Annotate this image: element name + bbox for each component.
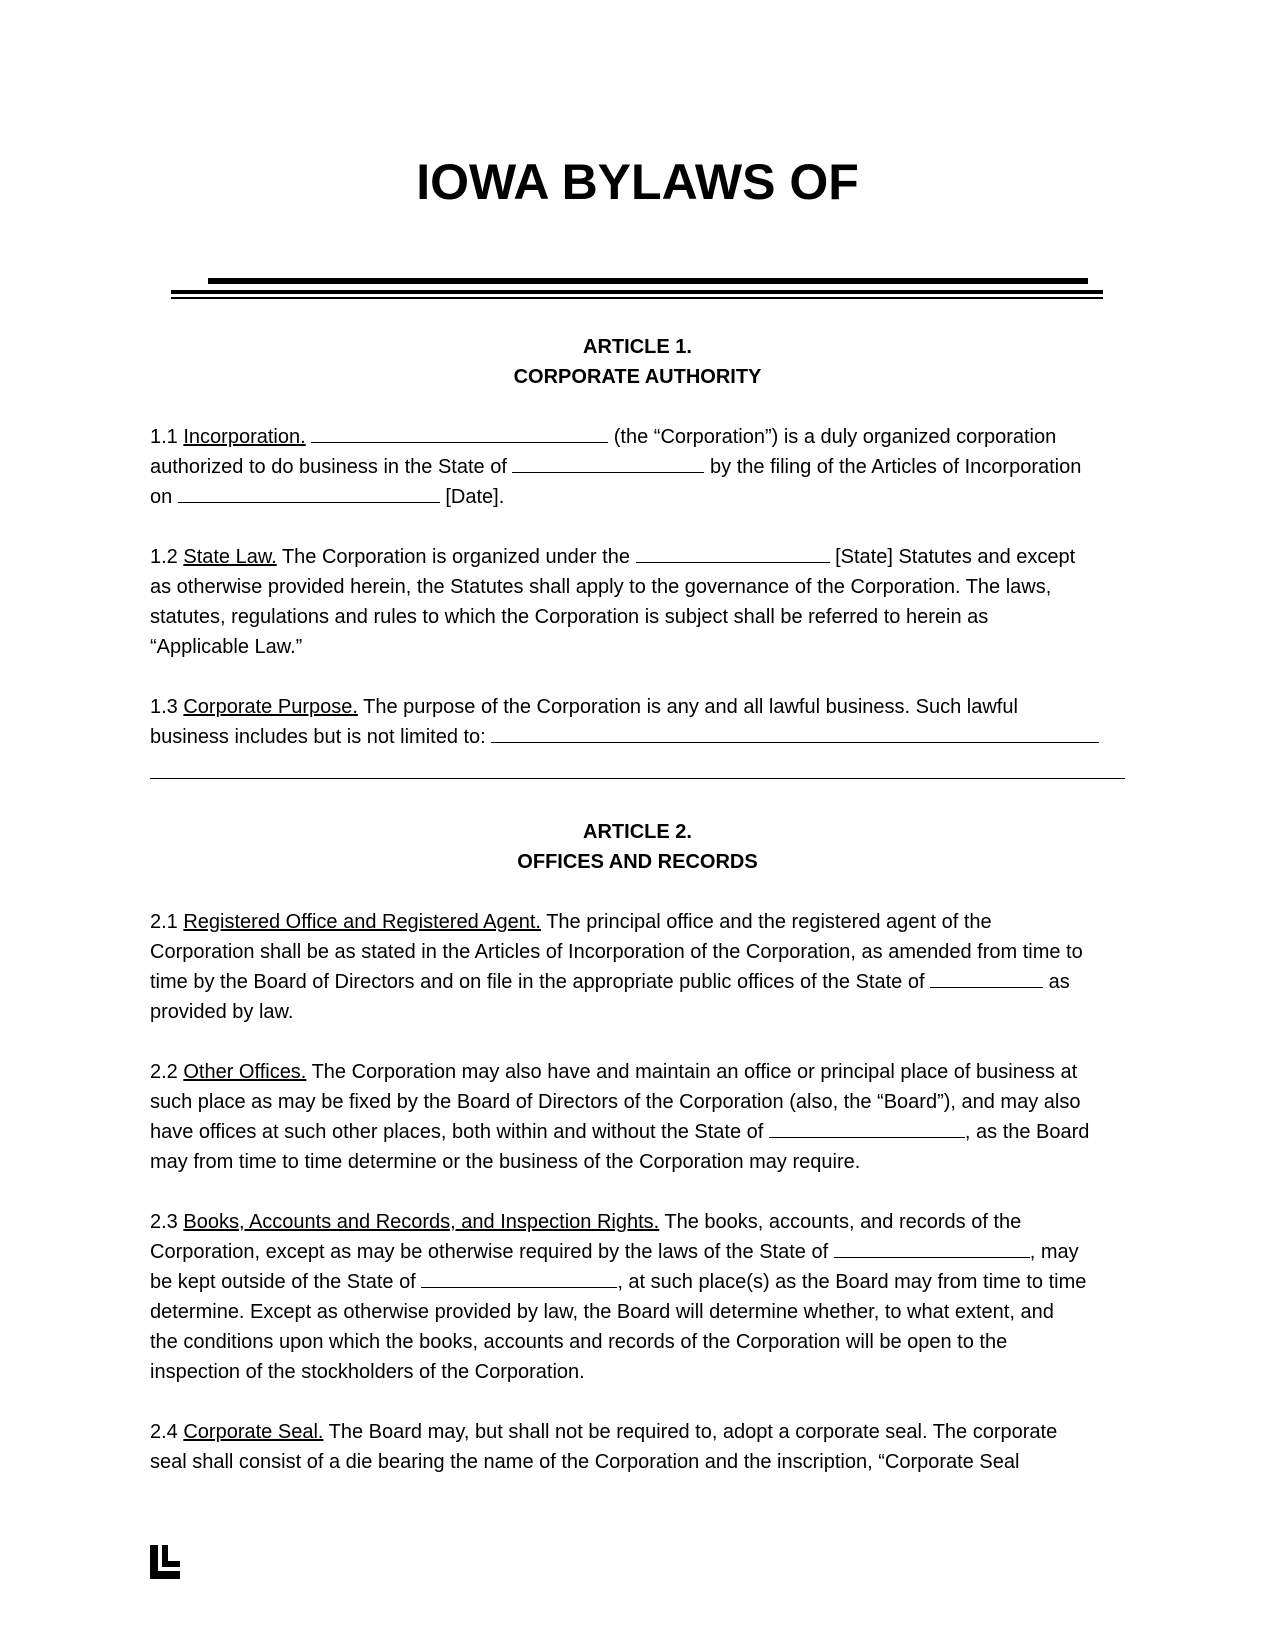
section-heading: Corporate Seal. <box>183 1421 324 1443</box>
date-field[interactable] <box>178 482 440 503</box>
section-text: , at such place(s) as the Board may from time to time <box>617 1271 1087 1293</box>
section-heading: Incorporation. <box>183 426 306 448</box>
section-text: authorized to do business in the State of <box>150 456 513 478</box>
section-heading: Other Offices. <box>183 1061 307 1083</box>
section-text: have offices at such other places, both within and without the State of <box>150 1121 769 1143</box>
section-text: The Corporation is organized under the <box>276 546 636 568</box>
section-text: The purpose of the Corporation is any and all lawful business. Such lawful <box>357 696 1018 718</box>
article-1-number: ARTICLE 1. <box>583 336 692 358</box>
section-text: The principal office and the registered agent of the <box>541 911 992 933</box>
section-text: inspection of the stockholders of the Corporation. <box>150 1361 585 1383</box>
section-text: may from time to time determine or the business of the Corporation may require. <box>150 1151 861 1173</box>
section-text: Corporation, except as may be otherwise required by the laws of the State of <box>150 1241 834 1263</box>
section-text: The Board may, but shall not be required to, adopt a corporate seal. The corporate <box>323 1421 1058 1443</box>
section-text: [Date]. <box>439 486 505 508</box>
section-text: provided by law. <box>150 1001 294 1023</box>
section-1-2 <box>150 542 1125 662</box>
section-text: The Corporation may also have and maintain an office or principal place of business at <box>306 1061 1078 1083</box>
section-text: be kept outside of the State of <box>150 1271 422 1293</box>
section-number: 1.2 <box>150 546 184 568</box>
section-number: 2.2 <box>150 1061 184 1083</box>
section-text: The books, accounts, and records of the <box>659 1211 1022 1233</box>
article-2-title: OFFICES AND RECORDS <box>517 851 758 873</box>
section-2-1 <box>150 907 1125 1027</box>
section-text: as otherwise provided herein, the Statutes shall apply to the governance of the Corporation. The laws, <box>150 576 1052 598</box>
state-field[interactable] <box>512 452 704 473</box>
article-2-number: ARTICLE 2. <box>583 821 692 843</box>
article-1-title: CORPORATE AUTHORITY <box>513 366 762 388</box>
state-statutes-field[interactable] <box>636 542 830 563</box>
section-1-1 <box>150 422 1125 512</box>
section-text: time by the Board of Directors and on file in the appropriate public offices of the State of <box>150 971 931 993</box>
section-text: on <box>150 486 178 508</box>
state-field[interactable] <box>769 1117 965 1138</box>
section-text: business includes but is not limited to: <box>150 726 492 748</box>
section-heading: Books, Accounts and Records, and Inspection Rights. <box>183 1211 660 1233</box>
corporation-name-field[interactable] <box>311 422 608 443</box>
section-text: Corporation shall be as stated in the Articles of Incorporation of the Corporation, as amended from time to <box>150 941 1083 963</box>
section-text: such place as may be fixed by the Board of Directors of the Corporation (also, the “Board”), and may also <box>150 1091 1081 1113</box>
section-number: 1.1 <box>150 426 184 448</box>
section-text: as <box>1043 971 1070 993</box>
business-purpose-field[interactable] <box>491 722 1099 743</box>
section-number: 1.3 <box>150 696 184 718</box>
section-heading: Corporate Purpose. <box>183 696 358 718</box>
section-text: statutes, regulations and rules to which the Corporation is subject shall be referred to herein as <box>150 606 989 628</box>
section-text: (the “Corporation”) is a duly organized corporation <box>608 426 1057 448</box>
document-title: IOWA BYLAWS OF <box>416 154 859 210</box>
section-number: 2.3 <box>150 1211 184 1233</box>
section-text: determine. Except as otherwise provided by law, the Board will determine whether, to what extent, and <box>150 1301 1054 1323</box>
state-field[interactable] <box>930 967 1043 988</box>
section-heading: State Law. <box>183 546 277 568</box>
state-field[interactable] <box>834 1237 1030 1258</box>
document-logo-icon <box>150 1545 180 1579</box>
section-text: , as the Board <box>964 1121 1090 1143</box>
title-rule-thick <box>171 290 1103 294</box>
state-field[interactable] <box>421 1267 617 1288</box>
section-2-4 <box>150 1417 1125 1477</box>
document-body <box>150 332 1125 1477</box>
section-number: 2.4 <box>150 1421 184 1443</box>
title-rule-thin <box>171 297 1103 299</box>
section-text: the conditions upon which the books, accounts and records of the Corporation will be open to the <box>150 1331 1008 1353</box>
section-1-3 <box>150 692 1125 779</box>
section-text: [State] Statutes and except <box>829 546 1076 568</box>
business-purpose-field-line-2[interactable] <box>150 760 1125 779</box>
section-text: by the filing of the Articles of Incorporation <box>704 456 1082 478</box>
section-text: seal shall consist of a die bearing the name of the Corporation and the inscription, “Corporate Seal <box>150 1451 1020 1473</box>
section-text: “Applicable Law.” <box>150 636 303 658</box>
corporation-name-blank[interactable] <box>208 278 1088 284</box>
section-number: 2.1 <box>150 911 184 933</box>
section-2-3 <box>150 1207 1125 1387</box>
section-text: , may <box>1029 1241 1079 1263</box>
section-heading: Registered Office and Registered Agent. <box>183 911 541 933</box>
section-2-2 <box>150 1057 1125 1177</box>
